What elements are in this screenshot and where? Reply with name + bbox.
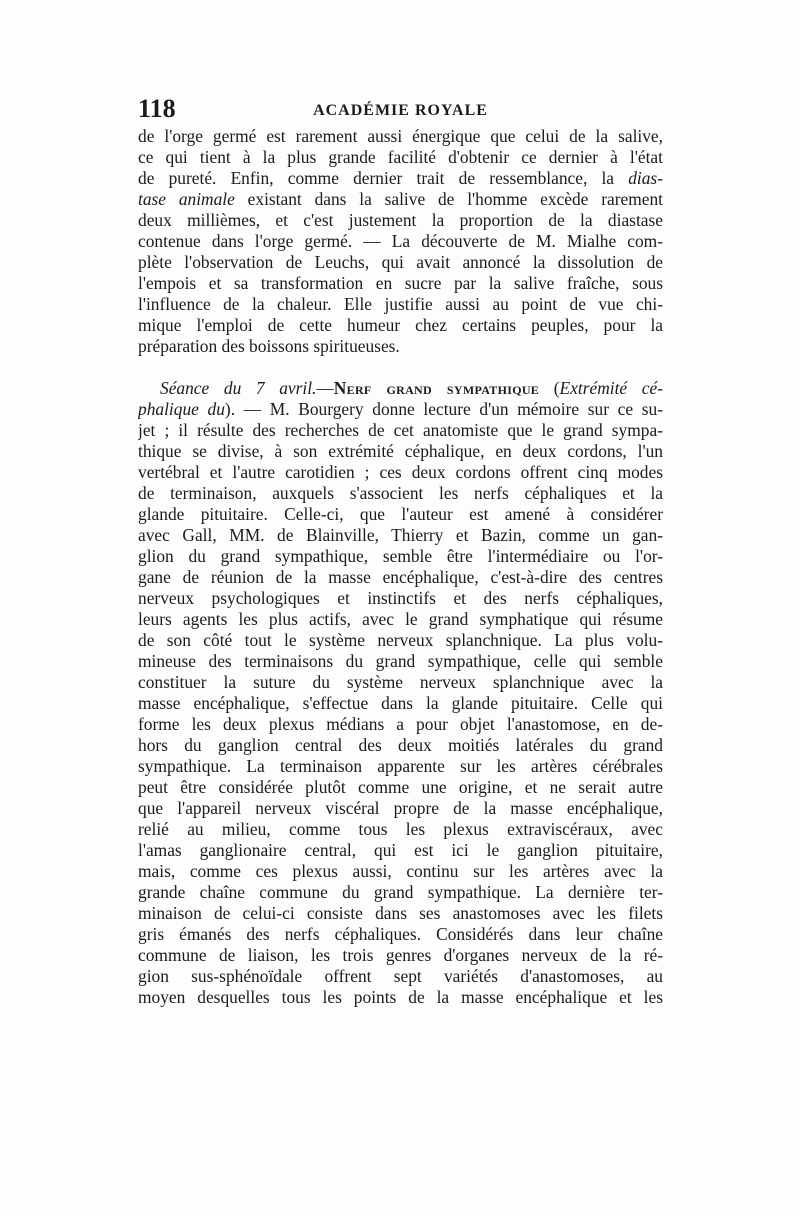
text-line: glion du grand sympathique, semble être l'intermédiaire ou l'or- xyxy=(138,546,663,566)
text-line: mineuse des terminaisons du grand sympathique, celle qui semble xyxy=(138,651,663,671)
text-line: grande chaîne commune du grand sympathique. La dernière ter- xyxy=(138,882,663,902)
text-line: gion sus-sphénoïdale offrent sept variétés d'anastomoses, au xyxy=(138,966,663,986)
text-run: ). — M. Bourgery donne lecture d'un mémoire sur ce su- xyxy=(224,399,663,419)
paragraph-sympathique xyxy=(138,378,663,1008)
text-line: de l'orge germé est rarement aussi énergique que celui de la salive, xyxy=(138,126,663,146)
text-line: avec Gall, MM. de Blainville, Thierry et Bazin, comme un gan- xyxy=(138,525,663,545)
text-line: mique l'emploi de cette humeur chez certains peuples, pour la xyxy=(138,315,663,335)
dash: — xyxy=(316,378,334,398)
session-date: Séance du 7 avril. xyxy=(160,378,317,398)
paragraph-gap xyxy=(138,357,663,378)
text-line: relié au milieu, comme tous les plexus extraviscéraux, avec xyxy=(138,819,663,839)
page-number: 118 xyxy=(138,94,176,123)
text-line: nerveux psychologiques et instinctifs et des nerfs céphaliques, xyxy=(138,588,663,608)
text-run: de pureté. Enfin, comme dernier trait de ressemblance, la xyxy=(138,168,629,188)
text-line: que l'appareil nerveux viscéral propre de la masse encéphalique, xyxy=(138,798,663,818)
text-line: deux millièmes, et c'est justement la proportion de la diastase xyxy=(138,210,663,230)
running-head: ACADÉMIE ROYALE xyxy=(313,102,488,119)
text-line xyxy=(138,189,663,210)
text-line: forme les deux plexus médians a pour objet l'anastomose, en de- xyxy=(138,714,663,734)
text-line xyxy=(138,399,663,420)
text-line: de terminaison, auxquels s'associent les nerfs céphaliques et la xyxy=(138,483,663,503)
section-title: Nerf grand sympathique xyxy=(333,378,540,398)
italic-term: phalique du xyxy=(138,399,225,419)
text-line: leurs agents les plus actifs, avec le grand symphatique qui résume xyxy=(138,609,663,629)
text-line: glande pituitaire. Celle-ci, que l'auteur est amené à considérer xyxy=(138,504,663,524)
text-line: thique se divise, à son extrémité céphalique, en deux cordons, l'un xyxy=(138,441,663,461)
text-line xyxy=(138,168,663,189)
text-line: ce qui tient à la plus grande facilité d'obtenir ce dernier à l'état xyxy=(138,147,663,167)
text-line: de son côté tout le système nerveux splanchnique. La plus volu- xyxy=(138,630,663,650)
italic-term: Extrémité cé- xyxy=(559,378,663,398)
text-line: l'empois et sa transformation en sucre par la salive fraîche, sous xyxy=(138,273,663,293)
text-line: peut être considérée plutôt comme une origine, et ne serait autre xyxy=(138,777,663,797)
text-line: contenue dans l'orge germé. — La découverte de M. Mialhe com- xyxy=(138,231,663,251)
text-line: gane de réunion de la masse encéphalique, c'est-à-dire des centres xyxy=(138,567,663,587)
text-line: l'influence de la chaleur. Elle justifie aussi au point de vue chi- xyxy=(138,294,663,314)
text-line: minaison de celui-ci consiste dans ses anastomoses avec les filets xyxy=(138,903,663,923)
text-line: préparation des boissons spiritueuses. xyxy=(138,336,400,356)
text-line: l'amas ganglionaire central, qui est ici le ganglion pituitaire, xyxy=(138,840,663,860)
text-line: vertébral et l'autre carotidien ; ces deux cordons offrent cinq modes xyxy=(138,462,663,482)
text-run: existant dans la salive de l'homme excède rarement xyxy=(234,189,663,209)
text-line: sympathique. La terminaison apparente sur les artères cérébrales xyxy=(138,756,663,776)
text-line: masse encéphalique, s'effectue dans la glande pituitaire. Celle qui xyxy=(138,693,663,713)
text-line: hors du ganglion central des deux moitiés latérales du grand xyxy=(138,735,663,755)
text-line: moyen desquelles tous les points de la masse encéphalique et les xyxy=(138,987,663,1007)
page-header xyxy=(138,94,663,124)
text-line: mais, comme ces plexus aussi, continu sur les artères avec la xyxy=(138,861,663,881)
text-line: commune de liaison, les trois genres d'organes nerveux de la ré- xyxy=(138,945,663,965)
text-line: jet ; il résulte des recherches de cet anatomiste que le grand sympa- xyxy=(138,420,663,440)
italic-term: dias- xyxy=(628,168,663,188)
paragraph-diastase xyxy=(138,126,663,357)
italic-term: tase animale xyxy=(138,189,235,209)
text-line: constituer la suture du système nerveux splanchnique avec la xyxy=(138,672,663,692)
text-run: ( xyxy=(539,378,560,398)
text-line: plète l'observation de Leuchs, qui avait annoncé la dissolution de xyxy=(138,252,663,272)
text-line xyxy=(138,378,663,399)
text-line: gris émanés des nerfs céphaliques. Considérés dans leur chaîne xyxy=(138,924,663,944)
body-text xyxy=(138,126,663,1008)
